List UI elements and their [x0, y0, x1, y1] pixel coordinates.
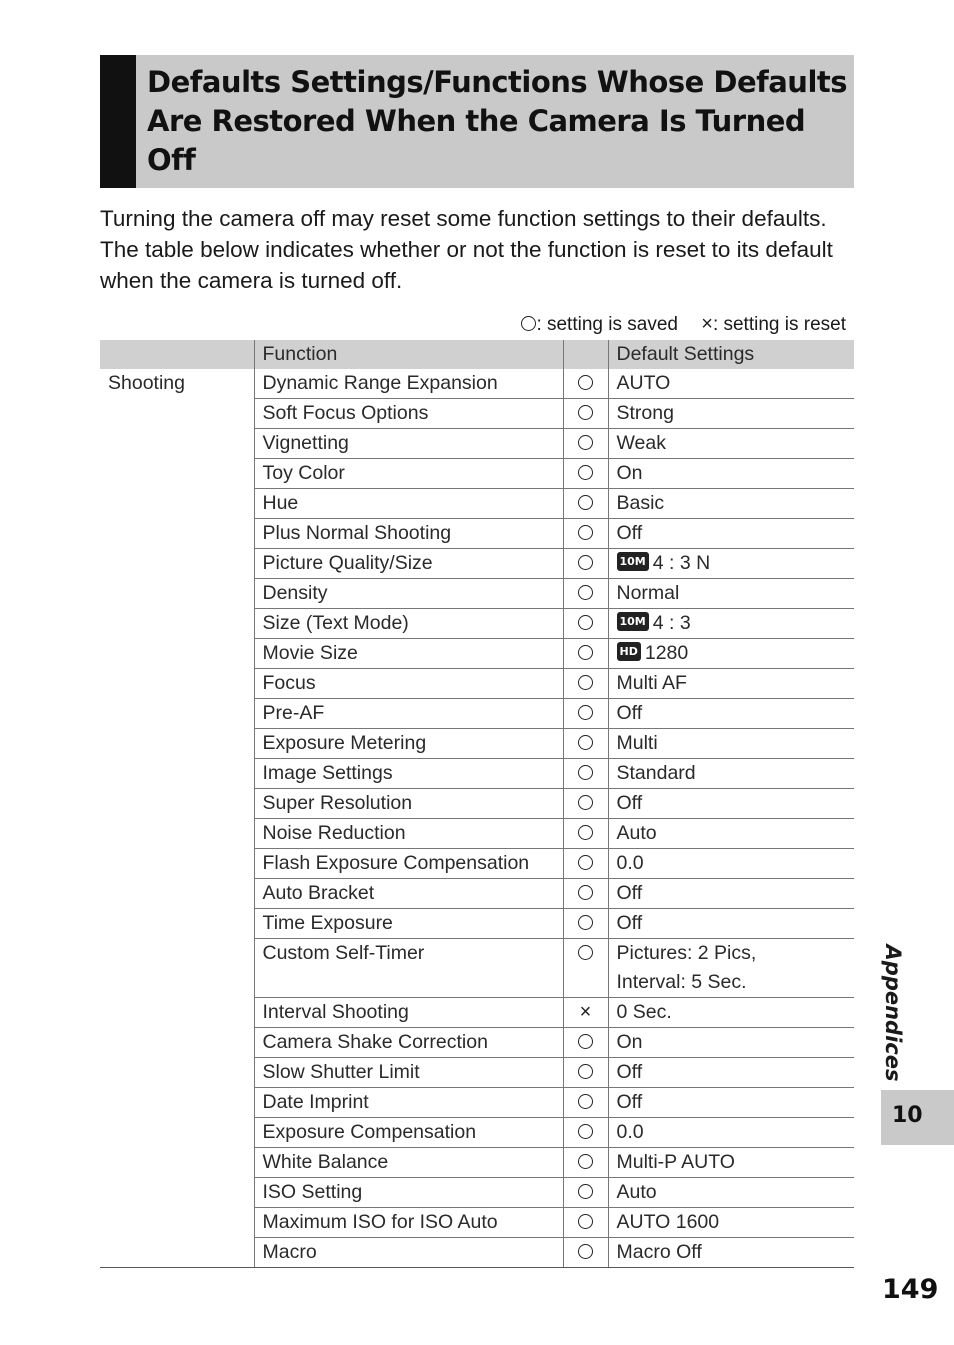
default-value: On: [616, 462, 643, 484]
header-function: Function: [254, 340, 563, 369]
default-cell: [608, 998, 854, 1028]
function-cell: Auto Bracket: [254, 879, 563, 909]
status-cell: [563, 549, 608, 579]
default-value: Weak: [616, 432, 666, 454]
circle-icon: [521, 316, 536, 331]
function-cell: Interval Shooting: [254, 998, 563, 1028]
function-cell: Slow Shutter Limit: [254, 1058, 563, 1088]
circle-icon: [578, 945, 593, 960]
function-cell: Vignetting: [254, 429, 563, 459]
function-cell: Flash Exposure Compensation: [254, 849, 563, 879]
default-cell: [608, 1028, 854, 1058]
default-cell: [608, 729, 854, 759]
status-cell: [563, 1058, 608, 1088]
function-cell: Plus Normal Shooting: [254, 519, 563, 549]
circle-icon: [578, 615, 593, 630]
default-cell: [608, 459, 854, 489]
status-cell: [563, 939, 608, 998]
circle-icon: [578, 1214, 593, 1229]
function-cell: Noise Reduction: [254, 819, 563, 849]
function-cell: Hue: [254, 489, 563, 519]
circle-icon: [578, 1124, 593, 1139]
default-value: 1280: [644, 642, 689, 664]
circle-icon: [578, 375, 593, 390]
default-cell: [608, 1238, 854, 1268]
circle-icon: [578, 555, 593, 570]
default-cell: [608, 699, 854, 729]
status-cell: [563, 729, 608, 759]
default-cell: [608, 579, 854, 609]
header-default: Default Settings: [608, 340, 854, 369]
circle-icon: [578, 1244, 593, 1259]
default-value: Multi: [616, 732, 658, 754]
title-accent-bar: [100, 55, 136, 188]
size-badge-icon: 10M: [617, 552, 649, 571]
default-value: 4 : 3 N: [652, 552, 711, 574]
function-cell: Super Resolution: [254, 789, 563, 819]
function-cell: Dynamic Range Expansion: [254, 369, 563, 399]
function-cell: Focus: [254, 669, 563, 699]
circle-icon: [578, 435, 593, 450]
circle-icon: [578, 795, 593, 810]
status-cell: [563, 609, 608, 639]
circle-icon: [578, 465, 593, 480]
page-number: 149: [882, 1274, 939, 1305]
table-header-row: [100, 340, 854, 369]
function-cell: Maximum ISO for ISO Auto: [254, 1208, 563, 1238]
default-cell: [608, 849, 854, 879]
status-cell: [563, 1238, 608, 1268]
status-cell: [563, 759, 608, 789]
circle-icon: [578, 645, 593, 660]
function-cell: White Balance: [254, 1148, 563, 1178]
default-value: Off: [616, 702, 643, 724]
default-value: 0 Sec.: [616, 1001, 672, 1023]
circle-icon: [578, 1034, 593, 1049]
side-section-text: Appendices: [881, 944, 905, 1081]
default-cell: [608, 789, 854, 819]
default-value: Multi AF: [616, 672, 687, 694]
circle-icon: [578, 855, 593, 870]
default-value: Standard: [616, 762, 696, 784]
default-cell: [608, 429, 854, 459]
function-cell: Custom Self-Timer: [254, 939, 563, 998]
default-value: Off: [616, 792, 643, 814]
circle-icon: [578, 735, 593, 750]
default-value: Basic: [616, 492, 665, 514]
default-value: Normal: [616, 582, 680, 604]
default-cell: [608, 609, 854, 639]
function-cell: Exposure Compensation: [254, 1118, 563, 1148]
default-value: Off: [616, 1091, 643, 1113]
default-value: Strong: [616, 402, 674, 424]
function-cell: Pre-AF: [254, 699, 563, 729]
category-cell: Shooting: [100, 369, 254, 1268]
status-cell: [563, 1178, 608, 1208]
table-body: [100, 369, 854, 1268]
circle-icon: [578, 495, 593, 510]
function-cell: Image Settings: [254, 759, 563, 789]
status-cell: [563, 1118, 608, 1148]
side-section-label: [878, 944, 908, 1081]
table-row: [100, 369, 854, 399]
legend-reset: [701, 314, 846, 335]
status-cell: [563, 1028, 608, 1058]
status-cell: [563, 879, 608, 909]
default-cell: [608, 939, 854, 998]
default-cell: [608, 759, 854, 789]
default-value: 4 : 3: [652, 612, 691, 634]
status-cell: [563, 789, 608, 819]
default-cell: [608, 1148, 854, 1178]
function-cell: Density: [254, 579, 563, 609]
status-cell: [563, 669, 608, 699]
circle-icon: [578, 705, 593, 720]
settings-table: [100, 340, 854, 1268]
default-cell: [608, 639, 854, 669]
default-cell: [608, 399, 854, 429]
default-cell: [608, 669, 854, 699]
default-value: Off: [616, 882, 643, 904]
default-cell: [608, 519, 854, 549]
circle-icon: [578, 585, 593, 600]
circle-icon: [578, 525, 593, 540]
status-cell: [563, 489, 608, 519]
default-value: AUTO 1600: [616, 1211, 720, 1233]
default-value-line2: Interval: 5 Sec.: [616, 971, 747, 993]
default-value: 0.0: [616, 1121, 644, 1143]
default-value: On: [616, 1031, 643, 1053]
function-cell: Date Imprint: [254, 1088, 563, 1118]
function-cell: Soft Focus Options: [254, 399, 563, 429]
function-cell: Macro: [254, 1238, 563, 1268]
status-cell: [563, 699, 608, 729]
status-cell: [563, 1208, 608, 1238]
circle-icon: [578, 1154, 593, 1169]
default-value: AUTO: [616, 372, 671, 394]
circle-icon: [578, 1184, 593, 1199]
circle-icon: [578, 1094, 593, 1109]
status-cell: [563, 849, 608, 879]
default-cell: [608, 549, 854, 579]
legend-saved: [521, 314, 683, 335]
function-cell: Exposure Metering: [254, 729, 563, 759]
status-cell: [563, 1088, 608, 1118]
default-value: Auto: [616, 822, 657, 844]
intro-paragraph: Turning the camera off may reset some function settings to their defaults. The table below indicates whether or not the function is reset to its default when the camera is turned off.: [100, 206, 833, 293]
circle-icon: [578, 885, 593, 900]
page-title: Defaults Settings/Functions Whose Defaults Are Restored When the Camera Is Turned Off: [147, 65, 848, 177]
circle-icon: [578, 765, 593, 780]
default-cell: [608, 369, 854, 399]
title-block: [100, 55, 854, 188]
cross-icon: ×: [701, 313, 713, 335]
status-cell: [563, 819, 608, 849]
default-cell: [608, 1058, 854, 1088]
default-cell: [608, 819, 854, 849]
header-status: [563, 340, 608, 369]
default-value: Multi-P AUTO: [616, 1151, 735, 1173]
function-cell: Size (Text Mode): [254, 609, 563, 639]
default-value: Off: [616, 912, 643, 934]
default-cell: [608, 1118, 854, 1148]
status-cell: [563, 519, 608, 549]
status-cell: [563, 429, 608, 459]
legend: [503, 313, 846, 336]
default-cell: [608, 1178, 854, 1208]
default-cell: [608, 879, 854, 909]
status-cell: [563, 399, 608, 429]
default-cell: [608, 1208, 854, 1238]
default-value: Off: [616, 1061, 643, 1083]
function-cell: ISO Setting: [254, 1178, 563, 1208]
status-cell: [563, 459, 608, 489]
circle-icon: [578, 675, 593, 690]
circle-icon: [578, 825, 593, 840]
status-cell: [563, 369, 608, 399]
default-cell: [608, 1088, 854, 1118]
circle-icon: [578, 1064, 593, 1079]
chapter-tab: [881, 1090, 954, 1145]
default-cell: [608, 909, 854, 939]
default-cell: [608, 489, 854, 519]
status-cell: [563, 639, 608, 669]
function-cell: Time Exposure: [254, 909, 563, 939]
default-value: Macro Off: [616, 1241, 702, 1263]
legend-reset-label: : setting is reset: [712, 314, 846, 335]
status-cell: [563, 579, 608, 609]
cross-icon: ×: [579, 1001, 592, 1023]
size-badge-icon: HD: [617, 642, 641, 661]
function-cell: Movie Size: [254, 639, 563, 669]
default-value: Auto: [616, 1181, 657, 1203]
status-cell: [563, 909, 608, 939]
chapter-number: 10: [892, 1103, 923, 1128]
default-value: 0.0: [616, 852, 644, 874]
circle-icon: [578, 405, 593, 420]
default-value: Pictures: 2 Pics,: [616, 942, 757, 964]
function-cell: Camera Shake Correction: [254, 1028, 563, 1058]
function-cell: Picture Quality/Size: [254, 549, 563, 579]
status-cell: [563, 998, 608, 1028]
circle-icon: [578, 915, 593, 930]
size-badge-icon: 10M: [617, 612, 649, 631]
status-cell: [563, 1148, 608, 1178]
default-value: Off: [616, 522, 643, 544]
legend-saved-label: : setting is saved: [536, 314, 678, 335]
header-category: [100, 340, 254, 369]
function-cell: Toy Color: [254, 459, 563, 489]
